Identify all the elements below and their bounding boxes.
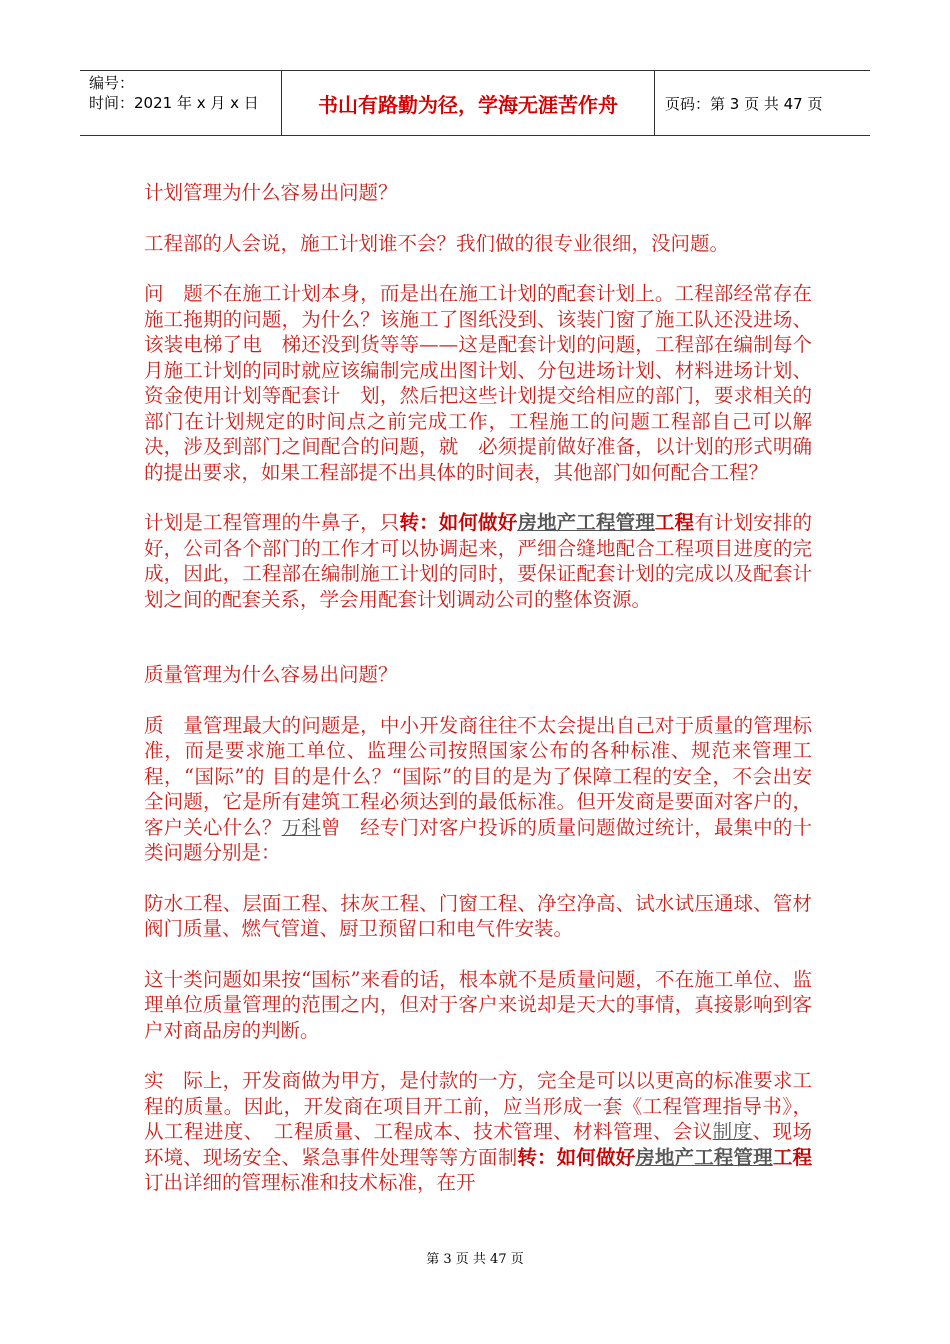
- repost-label: 转：如何做好: [399, 511, 518, 534]
- page-footer: 第 3 页 共 47 页: [426, 1252, 524, 1267]
- section-title-plan: 计划管理为什么容易出问题？: [144, 181, 398, 204]
- section-title-quality: 质量管理为什么容易出问题？: [144, 663, 398, 686]
- paragraph: 这十类问题如果按“国标”来看的话，根本就不是质量问题，不在施工单位、监理单位质量管理的范围之内，但对于客户来说却是天大的事情，真接影响到客户对商品房的判断。: [144, 967, 812, 1042]
- link-real-estate-engineering[interactable]: 房地产工程管理: [517, 511, 655, 534]
- header-page-info: 页码：第 3 页 共 47 页: [665, 94, 823, 113]
- link-vanke[interactable]: 万科: [281, 815, 321, 839]
- paragraph: 防水工程、层面工程、抹灰工程、门窗工程、净空净高、试水试压通球、管材阀门质量、燃气管道、厨卫预留口和电气件安装。: [144, 891, 812, 940]
- link-real-estate-engineering[interactable]: 房地产工程管理: [635, 1145, 773, 1169]
- link-system[interactable]: 制度: [712, 1120, 753, 1143]
- repost-label: 转：如何做好: [517, 1145, 636, 1169]
- paragraph: 质 量管理最大的问题是，中小开发商往往不太会提出自己对于质量的管理标准，而是要求施工单位、监理公司按照国家公布的各种标准、规范来管理工程，“国际”的 目的是什么？“国际”的目的是为了保障工程的安全，不会出安全问题，它是所有建筑工程必须达到的最低标准。但开发商是要面对客户的，客户关心什么？万科曾 经专门对客户投诉的质量问题做过统计，最集中的十类问题分别是：: [144, 713, 812, 864]
- paragraph: 计划是工程管理的牛鼻子，只转：如何做好房地产工程管理工程有计划安排的好，公司各个部门的工作才可以协调起来，严细合缝地配合工程项目进度的完成，因此，工程部在编制施工计划的同时，要保证配套计划的完成以及配套计划之间的配套关系，学会用配套计划调动公司的整体资源。: [144, 511, 812, 611]
- number-label: 编号：: [89, 74, 135, 92]
- document-body: [144, 180, 812, 1196]
- header-meta: [80, 71, 282, 135]
- page-header: [80, 70, 870, 136]
- header-motto: 书山有路勤为径，学海无涯苦作舟: [282, 71, 655, 135]
- paragraph: 实 际上，开发商做为甲方，是付款的一方，完全是可以以更高的标准要求工程的质量。因此，开发商在项目开工前，应当形成一套《工程管理指导书》，从工程进度、 工程质量、工程成本、技术管理、材料管理、会议制度、现场环境、现场安全、紧急事件处理等等方面制转：如何做好房地产工程管理工程订出详细的管理标准和技术标准，在开: [144, 1069, 812, 1194]
- time-label: 时间：2021 年 x 月 x 日: [89, 94, 259, 112]
- paragraph: 工程部的人会说，施工计划谁不会？我们做的很专业很细，没问题。: [144, 231, 730, 255]
- paragraph: 问 题不在施工计划本身，而是出在施工计划的配套计划上。工程部经常存在施工拖期的问题，为什么？该施工了图纸没到、该装门窗了施工队还没进场、该装电梯了电 梯还没到货等等——这是配套计划的问题，工程部在编制每个月施工计划的同时就应该编制完成出图计划、分包进场计划、材料进场计划、资金使用计划等配套计 划，然后把这些计划提交给相应的部门，要求相关的部门在计划规定的时间点之前完成工作，工程施工的问题工程部自己可以解决，涉及到部门之间配合的问题，就 必须提前做好准备，以计划的形式明确的提出要求，如果工程部提不出具体的时间表，其他部门如何配合工程？: [144, 282, 812, 484]
